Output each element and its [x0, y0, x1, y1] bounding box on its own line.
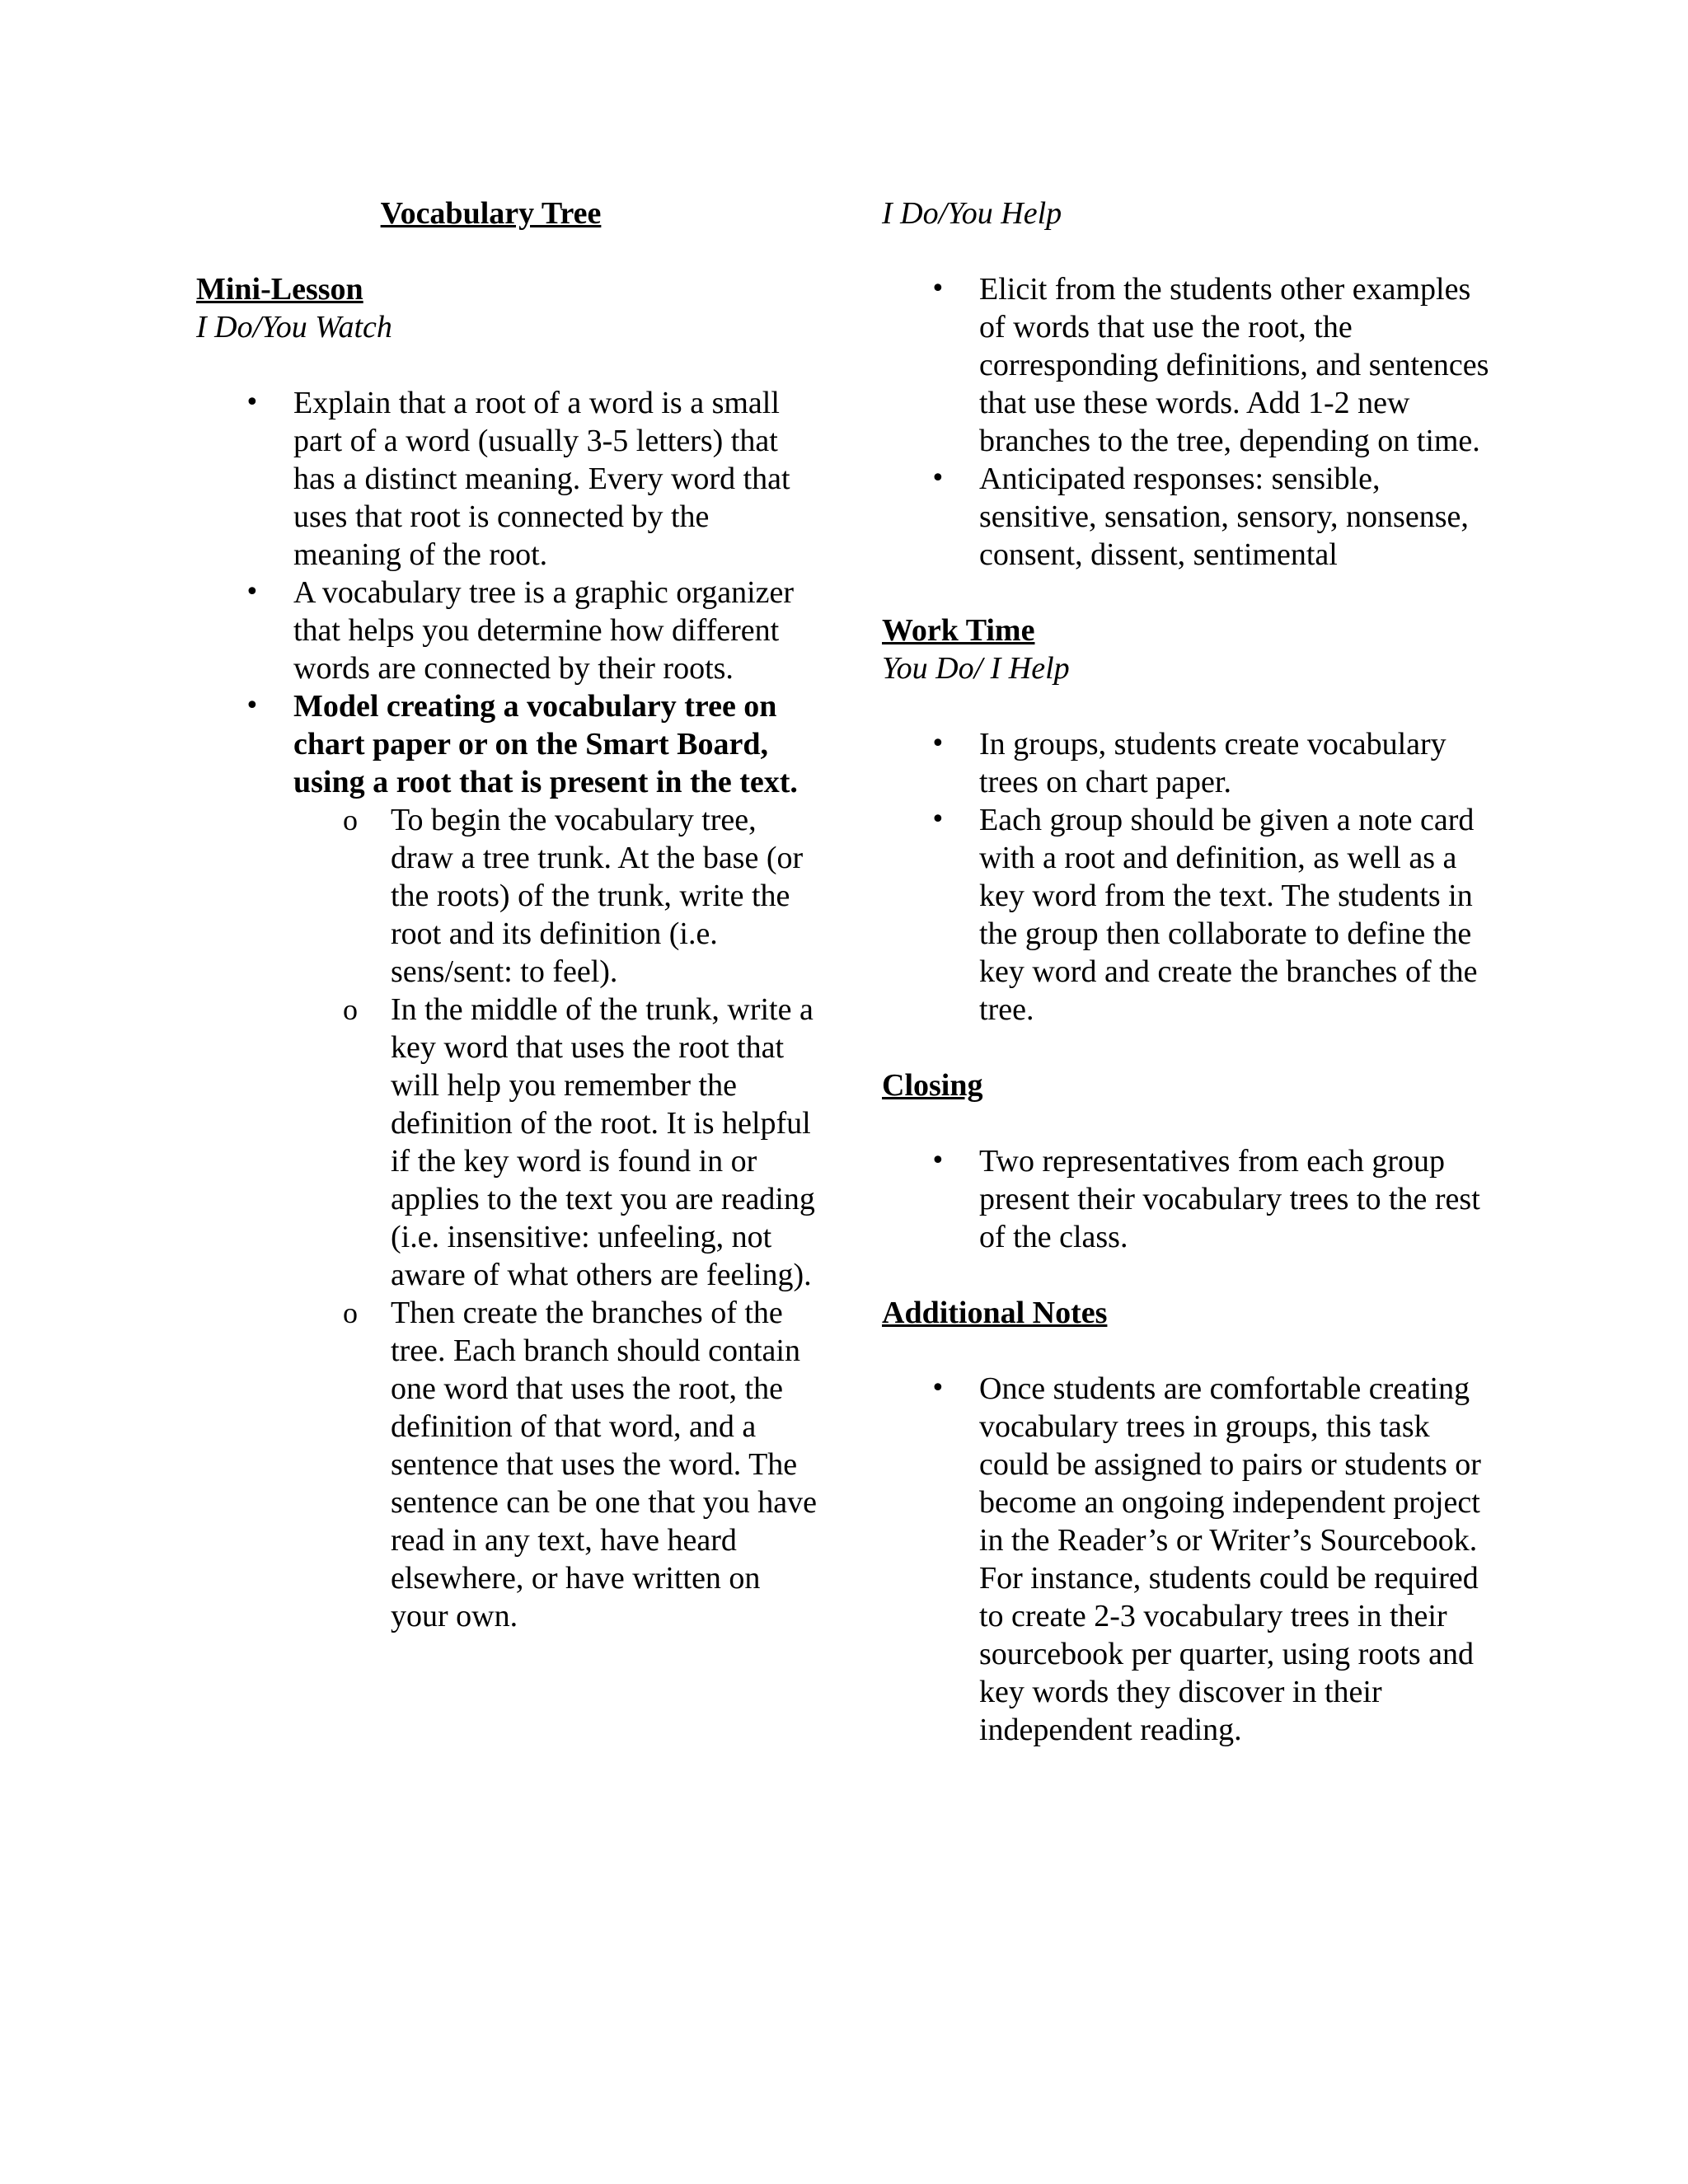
- sub-list-item-text: In the middle of the trunk, write a key word that uses the root that will help you remember the definition of the root. It is helpful if the key word is found in or applies to the text you are reading (i.e. insensitive: unfeeling, not aware of what others are feeling).: [391, 992, 815, 1292]
- closing-heading: Closing: [882, 1068, 983, 1103]
- list-item-text: Anticipated responses: sensible, sensitive, sensation, sensory, nonsense, consent, dissent, sentimental: [979, 462, 1469, 572]
- bullet-icon: •: [931, 805, 945, 834]
- list-item: [882, 1142, 1492, 1256]
- list-item-text: Each group should be given a note card with a root and definition, as well as a key word from the text. The students in the group then collaborate to define the key word and create the branches of the tree.: [979, 803, 1478, 1027]
- work-time-list: [882, 725, 1492, 1029]
- bullet-icon: •: [931, 1374, 945, 1403]
- list-item-text: In groups, students create vocabulary trees on chart paper.: [979, 727, 1447, 799]
- additional-notes-list: [882, 1370, 1492, 1749]
- mini-lesson-list: [196, 384, 823, 1635]
- list-item-text-bold: Model creating a vocabulary tree on chart paper or on the Smart Board, using a root that is present in the text.: [293, 689, 798, 799]
- sub-list-item: [293, 801, 823, 991]
- bullet-icon: •: [931, 464, 945, 493]
- bullet-icon: •: [245, 388, 260, 417]
- bullet-icon: •: [245, 691, 260, 720]
- list-item-text: Elicit from the students other examples of words that use the root, the corresponding definitions, and sentences that use these words. Add 1-2 new branches to the tree, depending on time.: [979, 272, 1489, 458]
- sub-bullet-icon: o: [343, 1296, 358, 1329]
- sub-list-item-text: To begin the vocabulary tree, draw a tree trunk. At the base (or the roots) of the trunk, write the root and its definition (i.e. sens/sent: to feel).: [391, 803, 804, 989]
- sub-list: [293, 801, 823, 1635]
- bullet-icon: •: [931, 274, 945, 303]
- list-item: [196, 687, 823, 1635]
- list-item: [882, 460, 1492, 574]
- list-item: [882, 725, 1492, 801]
- bullet-icon: •: [245, 578, 260, 607]
- list-item: [882, 1370, 1492, 1749]
- bullet-icon: •: [931, 729, 945, 758]
- sub-list-item-text: Then create the branches of the tree. Each branch should contain one word that uses the root, the definition of that word, and a sentence that uses the word. The sentence can be one that you have read in any text, have heard elsewhere, or have written on your own.: [391, 1296, 817, 1633]
- left-column: [196, 194, 823, 1635]
- i-do-you-help-subheading: I Do/You Help: [882, 196, 1062, 231]
- mini-lesson-heading: Mini-Lesson: [196, 272, 363, 307]
- list-item: [882, 270, 1492, 460]
- page-title: Vocabulary Tree: [380, 196, 602, 231]
- mini-lesson-subheading: I Do/You Watch: [196, 310, 392, 344]
- list-item: [196, 574, 823, 687]
- i-do-you-help-list: [882, 270, 1492, 574]
- list-item-text: Once students are comfortable creating vocabulary trees in groups, this task could be assigned to pairs or students or become an ongoing independent project in the Reader’s or Writer’s Sourcebook. For instance, students could be required to create 2-3 vocabulary trees in their sourcebook per quarter, using roots and key words they discover in their independent reading.: [979, 1371, 1481, 1747]
- bullet-icon: •: [931, 1146, 945, 1175]
- work-time-heading: Work Time: [882, 613, 1035, 648]
- list-item-text: A vocabulary tree is a graphic organizer that helps you determine how different words are connected by their roots.: [293, 575, 795, 686]
- sub-list-item: [293, 991, 823, 1294]
- work-time-subheading: You Do/ I Help: [882, 651, 1070, 686]
- right-column: [882, 194, 1492, 1749]
- closing-list: [882, 1142, 1492, 1256]
- list-item-text: Explain that a root of a word is a small part of a word (usually 3-5 letters) that has a distinct meaning. Every word that uses that root is connected by the meaning of the root.: [293, 386, 790, 572]
- additional-notes-heading: Additional Notes: [882, 1296, 1108, 1330]
- sub-bullet-icon: o: [343, 804, 358, 837]
- list-item: [882, 801, 1492, 1029]
- list-item: [196, 384, 823, 574]
- sub-list-item: [293, 1294, 823, 1635]
- sub-bullet-icon: o: [343, 993, 358, 1026]
- list-item-text: Two representatives from each group present their vocabulary trees to the rest of the class.: [979, 1144, 1480, 1254]
